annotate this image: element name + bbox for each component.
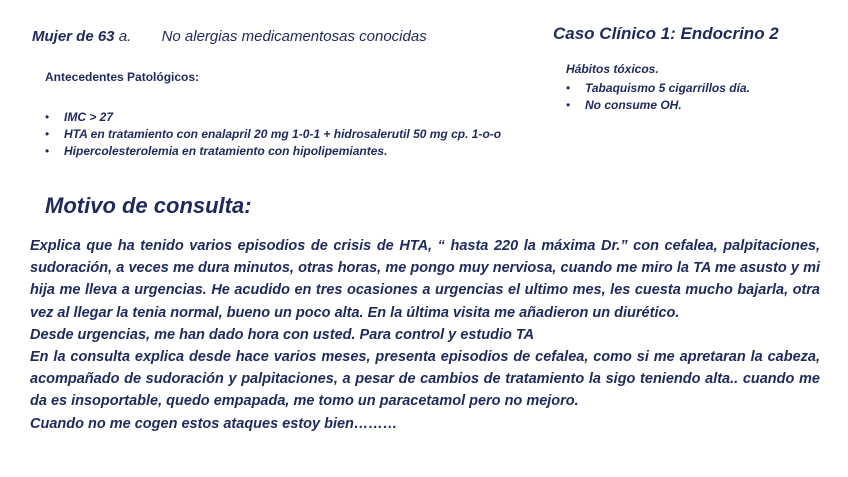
patient-age-unit: a. bbox=[118, 28, 132, 45]
paragraph: Desde urgencias, me han dado hora con usted. Para control y estudio TA bbox=[30, 326, 535, 343]
antecedentes-heading: Antecedentes Patológicos: bbox=[45, 70, 200, 84]
patient-summary bbox=[32, 28, 427, 45]
paragraph: Explica que ha tenido varios episodios de crisis de HTA, “ hasta 220 la máxima Dr.” con cefalea, palpitaciones, sudoración, a veces me dura minutos, otras horas, me pongo muy nerviosa, cuando me miro la TA me asusto y mi hija me lleva a urgencias. He acudido en tres ocasiones a urgencias el ultimo mes, les cuesta mucho bajarla, otra vez al llegar la tenia normal, bueno un poco alta. En la última visita me añadieron un diurético. bbox=[30, 238, 820, 321]
motivo-heading: Motivo de consulta: bbox=[45, 193, 252, 218]
list-item: • No consume OH. bbox=[566, 97, 750, 114]
habitos-list bbox=[566, 80, 750, 114]
allergies-note: No alergias medicamentosas conocidas bbox=[161, 28, 427, 45]
list-item: • IMC > 27 bbox=[45, 110, 525, 125]
patient-age: Mujer de 63 bbox=[32, 28, 115, 45]
habitos-heading: Hábitos tóxicos. bbox=[566, 62, 659, 76]
list-item: • Hipercolesterolemia en tratamiento con hipolipemiantes. bbox=[45, 144, 525, 159]
case-title: Caso Clínico 1: Endocrino 2 bbox=[553, 24, 779, 43]
motivo-body bbox=[30, 235, 820, 435]
paragraph: En la consulta explica desde hace varios meses, presenta episodios de cefalea, como si me apretaran la cabeza, acompañado de sudoración y palpitaciones, a pesar de cambios de tratamiento la sigo teniendo alta.. cuando me da es insoportable, quedo empapada, me tomo un paracetamol pero no mejoro. bbox=[30, 349, 820, 410]
antecedentes-list bbox=[45, 110, 525, 161]
list-item: • Tabaquismo 5 cigarrillos día. bbox=[566, 80, 750, 97]
paragraph: Cuando no me cogen estos ataques estoy bien……… bbox=[30, 415, 398, 432]
list-item: • HTA en tratamiento con enalapril 20 mg 1-0-1 + hidrosalerutil 50 mg cp. 1-o-o bbox=[45, 127, 525, 142]
